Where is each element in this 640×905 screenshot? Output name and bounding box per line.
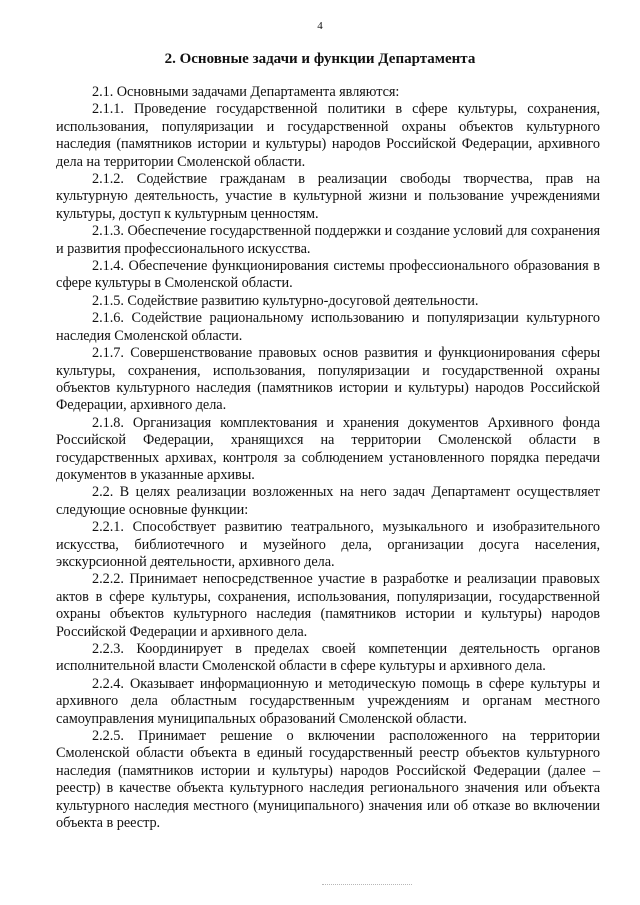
paragraph-2-1-1: 2.1.1. Проведение государственной политики в сфере культуры, сохранения, использования, популяризации и государственной охраны объектов культурного наследия (памятников истории и культуры) народов Российской Федерации, архивного дела на территории Смоленской области. [56, 101, 600, 170]
paragraph-2-2-5: 2.2.5. Принимает решение о включении расположенного на территории Смоленской области объекта в единый государственный реестр объектов культурного наследия (памятников истории и культуры) народов Российской Федерации (далее – реестр) в качестве объекта культурного наследия регионального значения или объекта культурного наследия местного (муниципального) значения или об отказе во включении объекта в реестр. [56, 728, 600, 832]
paragraph-2-2: 2.2. В целях реализации возложенных на него задач Департамент осуществляет следующие основные функции: [56, 484, 600, 518]
paragraph-2-1-8: 2.1.8. Организация комплектования и хранения документов Архивного фонда Российской Федерации, хранящихся на территории Смоленской области в государственных архивах, контроля за соблюдением установленного порядка передачи документов в указанные архивы. [56, 414, 600, 483]
section-title: 2. Основные задачи и функции Департамента [164, 51, 476, 67]
paragraph-2-1: 2.1. Основными задачами Департамента являются: [92, 84, 400, 100]
paragraph-2-1-4: 2.1.4. Обеспечение функционирования системы профессионального образования в сфере культуры в Смоленской области. [56, 258, 600, 292]
paragraph-2-1-7: 2.1.7. Совершенствование правовых основ развития и функционирования сферы культуры, сохранения, использования, популяризации и государственной охраны объектов культурного наследия (памятников истории и культуры) народов Российской Федерации, архивного дела. [56, 345, 600, 414]
paragraph-2-2-1: 2.2.1. Способствует развитию театрального, музыкального и изобразительного искусства, библиотечного и музейного дела, организации досуга населения, экскурсионной деятельности, архивного дела. [56, 519, 600, 570]
paragraph-2-1-6: 2.1.6. Содействие рациональному использованию и популяризации культурного наследия Смоленской области. [56, 310, 600, 344]
page-number: 4 [317, 20, 323, 32]
paragraph-2-2-2: 2.2.2. Принимает непосредственное участие в разработке и реализации правовых актов в сфере культуры, сохранения, использования, популяризации, государственной охраны объектов культурного наследия (памятников истории и культуры) народов Российской Федерации и архивного дела. [56, 571, 600, 640]
scan-artifact-mark [322, 884, 412, 887]
paragraph-2-1-2: 2.1.2. Содействие гражданам в реализации свободы творчества, прав на культурную деятельность, участие в культурной жизни и пользование учреждениями культуры, доступ к культурным ценностям. [56, 171, 600, 222]
paragraph-2-2-3: 2.2.3. Координирует в пределах своей компетенции деятельность органов исполнительной власти Смоленской области в сфере культуры и архивного дела. [56, 641, 600, 675]
paragraph-2-1-3: 2.1.3. Обеспечение государственной поддержки и создание условий для сохранения и развития профессионального искусства. [56, 223, 600, 257]
paragraph-2-2-4: 2.2.4. Оказывает информационную и методическую помощь в сфере культуры и архивного дела областным государственным учреждениям и органам местного самоуправления муниципальных образований Смоленской области. [56, 675, 600, 727]
paragraph-2-1-5: 2.1.5. Содействие развитию культурно-досуговой деятельности. [92, 292, 479, 309]
document-body [56, 84, 600, 832]
